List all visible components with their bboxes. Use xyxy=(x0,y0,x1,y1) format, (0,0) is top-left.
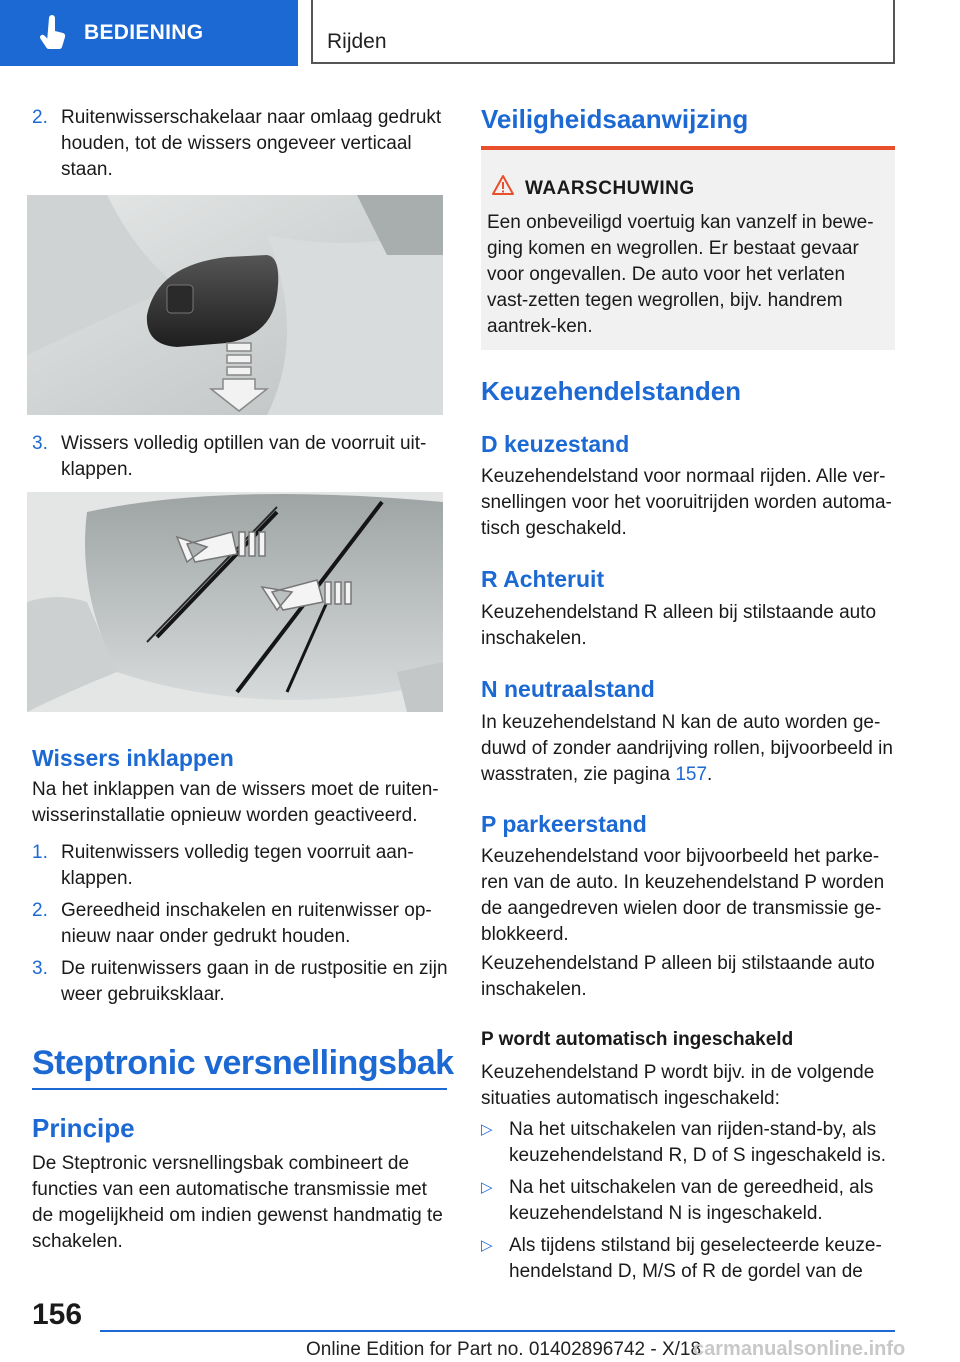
warning-title: WAARSCHUWING xyxy=(525,178,695,199)
n-text-end: . xyxy=(707,764,713,785)
step-text: De ruitenwissers gaan in de rustpositie en zijn weer gebruiksklaar. xyxy=(61,958,448,1005)
hand-pointer-icon xyxy=(34,14,72,52)
page-link[interactable]: 157 xyxy=(675,764,708,785)
bullet-text: Als tijdens stilstand bij geselecteerde keuze-hendelstand D, M/S of R de gordel van de xyxy=(509,1235,882,1282)
heading-safety: Veiligheidsaanwijzing xyxy=(481,104,749,134)
step-text: Ruitenwissers volledig tegen voorruit aan-klappen. xyxy=(61,842,414,889)
paragraph: De Steptronic versnellingsbak combineert de functies van een automatische transmissie met de mogelijkheid om indien gewenst handmatig te schakelen. xyxy=(32,1153,443,1252)
paragraph: Keuzehendelstand voor bijvoorbeeld het parke-ren van de auto. In keuzehendelstand P worden de aangedreven wielen door de transmissie ge-blokkeerd. xyxy=(481,846,885,945)
step-text: Gereedheid inschakelen en ruitenwisser op-nieuw naar onder gedrukt houden. xyxy=(61,900,432,947)
n-text: In keuzehendelstand N kan de auto worden ge-duwd of zonder aandrijving rollen, bijvoorbeeld in wasstraten, zie pagina xyxy=(481,712,893,785)
warning-text: Een onbeveiligd voertuig kan vanzelf in bewe-ging komen en wegrollen. Er bestaat gevaar voor ongevallen. De auto voor het verlaten vast-zetten tegen wegrollen, bijv. handrem aantrek-ken. xyxy=(487,212,874,337)
step-number: 2. xyxy=(32,107,48,128)
step-number: 3. xyxy=(32,958,48,979)
page-number: 156 xyxy=(32,1298,83,1331)
step-text: Wissers volledig optillen van de voorruit uit-klappen. xyxy=(61,433,427,480)
step-number: 1. xyxy=(32,842,48,863)
step-text: Ruitenwisserschakelaar naar omlaag gedrukt houden, tot de wissers ongeveer verticaal staan. xyxy=(61,107,442,180)
page-header xyxy=(0,0,960,66)
paragraph: Na het inklappen van de wissers moet de ruiten-wisserinstallatie opnieuw worden geactiveerd. xyxy=(32,779,439,826)
subheading-r: R Achteruit xyxy=(481,566,605,592)
paragraph: Keuzehendelstand P wordt bijv. in de volgende situaties automatisch ingeschakeld: xyxy=(481,1062,875,1109)
subheading-wissers: Wissers inklappen xyxy=(32,745,234,771)
section-tab[interactable] xyxy=(0,0,298,66)
heading-steptronic: Steptronic versnellingsbak xyxy=(32,1044,454,1082)
chapter-tab xyxy=(311,0,895,64)
footer-rule xyxy=(100,1330,895,1332)
bullet-triangle-icon: ▷ xyxy=(481,1179,493,1196)
heading-rule xyxy=(32,1088,447,1090)
paragraph xyxy=(481,710,895,788)
bullet-text: Na het uitschakelen van de gereedheid, als keuzehendelstand N is ingeschakeld. xyxy=(509,1177,874,1224)
warning-triangle-icon xyxy=(491,174,515,196)
paragraph: Keuzehendelstand P alleen bij stilstaande auto inschakelen. xyxy=(481,953,875,1000)
paragraph: Keuzehendelstand R alleen bij stilstaande auto inschakelen. xyxy=(481,602,877,649)
subheading-n: N neutraalstand xyxy=(481,676,655,702)
paragraph: Keuzehendelstand voor normaal rijden. Alle ver-snellingen voor het vooruitrijden worden automa-tisch geschakeld. xyxy=(481,466,892,539)
wiper-lever-illustration xyxy=(27,195,443,415)
watermark: carmanualsonline.info xyxy=(693,1338,906,1360)
step-number: 2. xyxy=(32,900,48,921)
heading-positions: Keuzehendelstanden xyxy=(481,376,742,406)
subheading-d: D keuzestand xyxy=(481,431,630,457)
subheading-p: P parkeerstand xyxy=(481,811,647,837)
subheading-auto: P wordt automatisch ingeschakeld xyxy=(481,1029,794,1050)
subheading-principe: Principe xyxy=(32,1113,135,1143)
bullet-triangle-icon: ▷ xyxy=(481,1121,493,1138)
section-label: BEDIENING xyxy=(84,21,204,44)
step-number: 3. xyxy=(32,433,48,454)
bullet-text: Na het uitschakelen van rijden-stand-by, als keuzehendelstand R, D of S ingeschakeld is. xyxy=(509,1119,887,1166)
warning-box xyxy=(481,146,895,350)
edition-text: Online Edition for Part no. 01402896742 - X/18 xyxy=(306,1339,702,1360)
bullet-triangle-icon: ▷ xyxy=(481,1237,493,1254)
chapter-label: Rijden xyxy=(327,30,387,53)
wipers-fold-out-illustration xyxy=(27,492,443,712)
